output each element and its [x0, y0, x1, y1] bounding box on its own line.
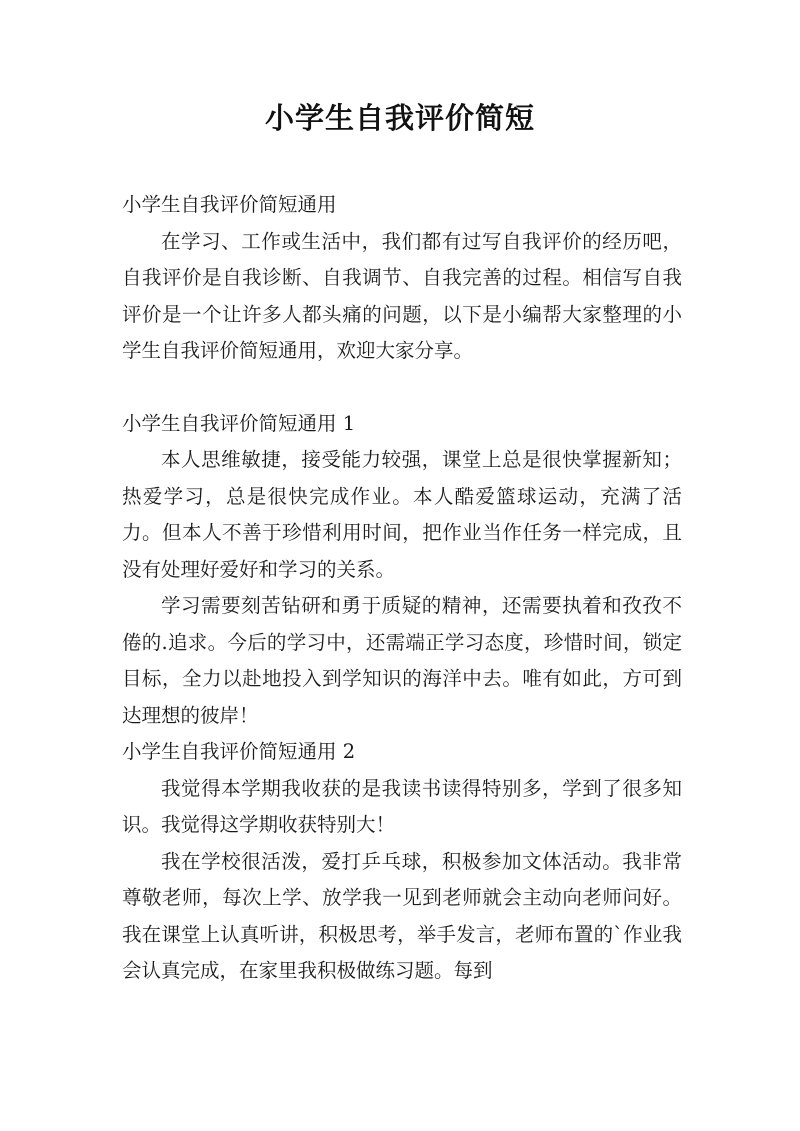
section-1-heading: 小学生自我评价简短通用 1 [122, 411, 356, 435]
section-2-heading: 小学生自我评价简短通用 2 [122, 740, 356, 763]
section-gap [122, 370, 682, 406]
intro-heading: 小学生自我评价简短通用 [122, 193, 337, 216]
document-title: 小学生自我评价简短 [264, 101, 535, 135]
document-body [122, 187, 682, 990]
section-2-paragraph-1: 我觉得本学期我收获的是我读书读得特别多，学到了很多知识。我觉得这学期收获特别大！ [122, 776, 682, 836]
section-1-paragraph-1: 本人思维敏捷，接受能力较强，课堂上总是很快掌握新知；热爱学习，总是很快完成作业。本人酷爱篮球运动，充满了活力。但本人不善于珍惜利用时间，把作业当作任务一样完成，且没有处理好爱好和学习的关系。 [122, 448, 682, 581]
section-1-paragraph-2: 学习需要刻苦钻研和勇于质疑的精神，还需要执着和孜孜不倦的.追求。今后的学习中，还需端正学习态度，珍惜时间，锁定目标，全力以赴地投入到学知识的海洋中去。唯有如此，方可到达理想的彼岸！ [122, 594, 682, 727]
intro-paragraph: 在学习、工作或生活中，我们都有过写自我评价的经历吧，自我评价是自我诊断、自我调节、自我完善的过程。相信写自我评价是一个让许多人都头痛的问题，以下是小编帮大家整理的小学生自我评价简短通用，欢迎大家分享。 [122, 229, 682, 362]
section-2-paragraph-2: 我在学校很活泼，爱打乒乓球，积极参加文体活动。我非常尊敬老师，每次上学、放学我一见到老师就会主动向老师问好。我在课堂上认真听讲，积极思考，举手发言，老师布置的`作业我会认真完成，在家里我积极做练习题。每到 [122, 849, 682, 982]
